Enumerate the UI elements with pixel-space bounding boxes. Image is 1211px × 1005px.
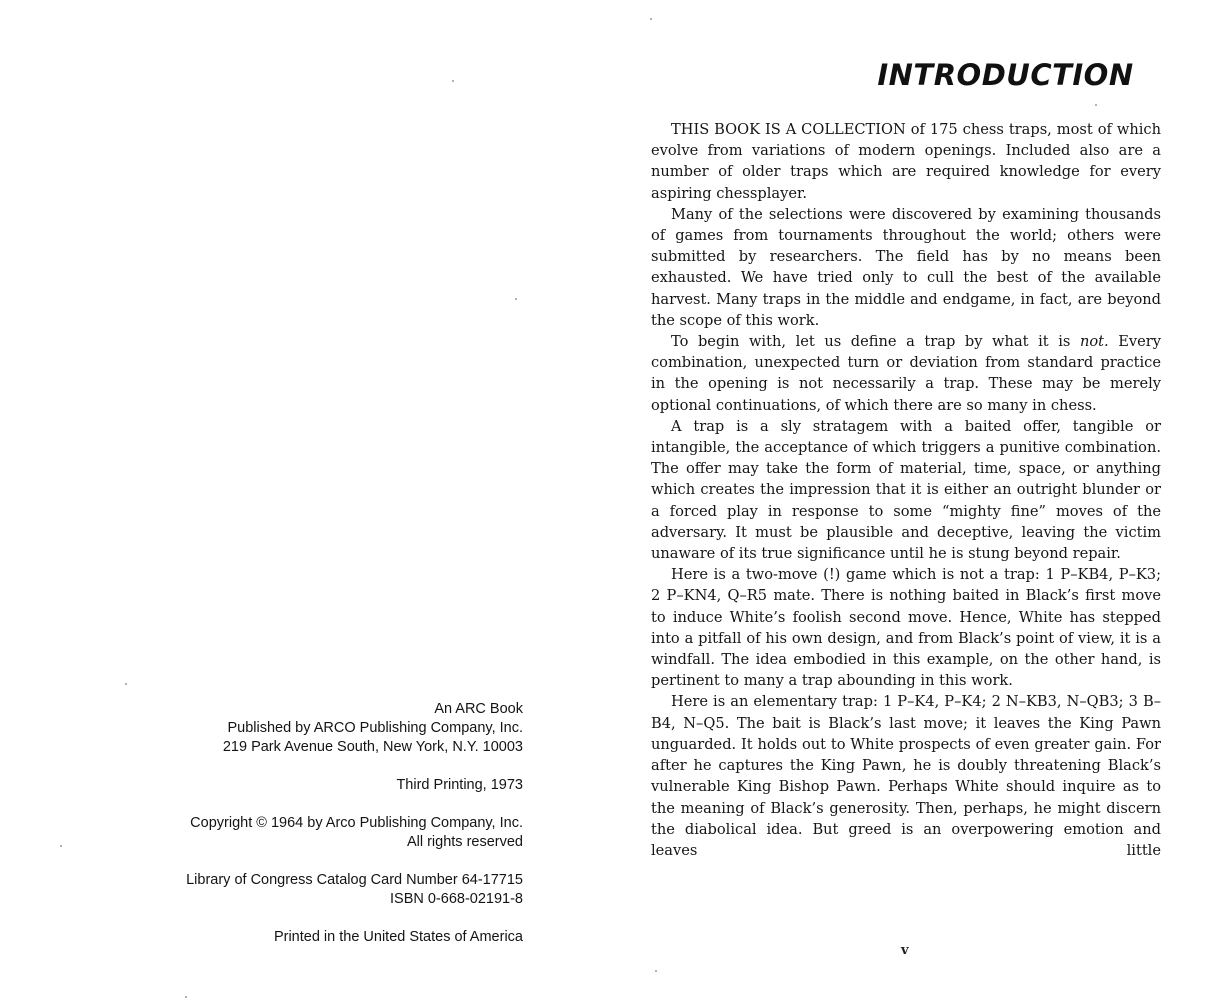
paragraph-3 bbox=[651, 331, 1161, 416]
paragraph-2: Many of the selections were discovered by examining thousands of games from tournaments throughout the world; others were submitted by researchers. The field has by no means been exhausted. We have tried only to cull the best of the available harvest. Many traps in the middle and endgame, in fact, are beyond the scope of this work. bbox=[651, 205, 1161, 329]
imprint-block bbox=[43, 700, 523, 966]
series-line: An ARC Book bbox=[434, 701, 523, 717]
paragraph-3-end: Every combination, unexpected turn or deviation from standard practice in the opening is not necessarily a trap. These may be merely optional continuations, of which there are so many in chess. bbox=[651, 333, 1161, 414]
introduction-body bbox=[651, 119, 1161, 861]
printing-line: Third Printing, 1973 bbox=[396, 777, 523, 793]
publisher-block bbox=[43, 700, 523, 757]
left-page bbox=[0, 0, 605, 1005]
scan-speck bbox=[185, 996, 187, 998]
catalog-block bbox=[43, 871, 523, 909]
scan-speck bbox=[60, 845, 62, 847]
right-page bbox=[605, 0, 1211, 1005]
address-line: 219 Park Avenue South, New York, N.Y. 10003 bbox=[222, 739, 523, 755]
printing-block bbox=[43, 776, 523, 795]
scan-speck bbox=[125, 683, 127, 685]
paragraph-5: Here is a two-move (!) game which is not a trap: 1 P–KB4, P–K3; 2 P–KN4, Q–R5 mate. There is nothing baited in Black’s first move to induce White’s foolish second move. Hence, White has stepped into a pitfall of his own design, and from Black’s point of view, it is a windfall. The idea embodied in this example, on the other hand, is pertinent to many a trap abounding in this work. bbox=[651, 566, 1161, 690]
emphasis-not: not. bbox=[1079, 333, 1109, 351]
paragraph-1: THIS BOOK IS A COLLECTION of 175 chess traps, most of which evolve from variations of modern openings. Included also are a number of older traps which are required knowledge for every aspiring chessplayer. bbox=[651, 121, 1161, 202]
isbn-line: ISBN 0-668-02191-8 bbox=[390, 891, 523, 907]
publisher-line: Published by ARCO Publishing Company, Inc. bbox=[227, 720, 523, 736]
scan-speck bbox=[650, 18, 652, 20]
catalog-line: Library of Congress Catalog Card Number 64-17715 bbox=[186, 872, 523, 888]
scan-speck bbox=[655, 970, 657, 972]
scan-speck bbox=[1095, 104, 1097, 106]
rights-line: All rights reserved bbox=[406, 834, 523, 850]
paragraph-6: Here is an elementary trap: 1 P–K4, P–K4; 2 N–KB3, N–QB3; 3 B–B4, N–Q5. The bait is Black’s last move; it leaves the King Pawn unguarded. It holds out to White prospects of even greater gain. For after he captures the King Pawn, he is doubly threatening Black’s vulnerable King Bishop Pawn. Perhaps White should inquire as to the meaning of Black’s generosity. Then, perhaps, he might discern the diabolical idea. But greed is an overpowering emotion and leaves little bbox=[651, 693, 1161, 859]
copyright-line: Copyright © 1964 by Arco Publishing Company, Inc. bbox=[190, 815, 523, 831]
printed-in-block bbox=[43, 928, 523, 947]
printed-in-line: Printed in the United States of America bbox=[273, 929, 523, 945]
page-number: v bbox=[901, 943, 909, 958]
chapter-title: INTRODUCTION bbox=[877, 58, 1134, 92]
scan-speck bbox=[452, 80, 454, 82]
scan-speck bbox=[515, 298, 517, 300]
paragraph-3-start: To begin with, let us define a trap by what it is bbox=[671, 333, 1080, 351]
paragraph-4: A trap is a sly stratagem with a baited offer, tangible or intangible, the acceptance of which triggers a punitive combination. The offer may take the form of material, time, space, or anything which creates the impression that it is either an outright blunder or a forced play in response to some “mighty fine” moves of the adversary. It must be plausible and deceptive, leaving the victim unaware of its true significance until he is stung beyond repair. bbox=[651, 417, 1161, 563]
copyright-block bbox=[43, 814, 523, 852]
